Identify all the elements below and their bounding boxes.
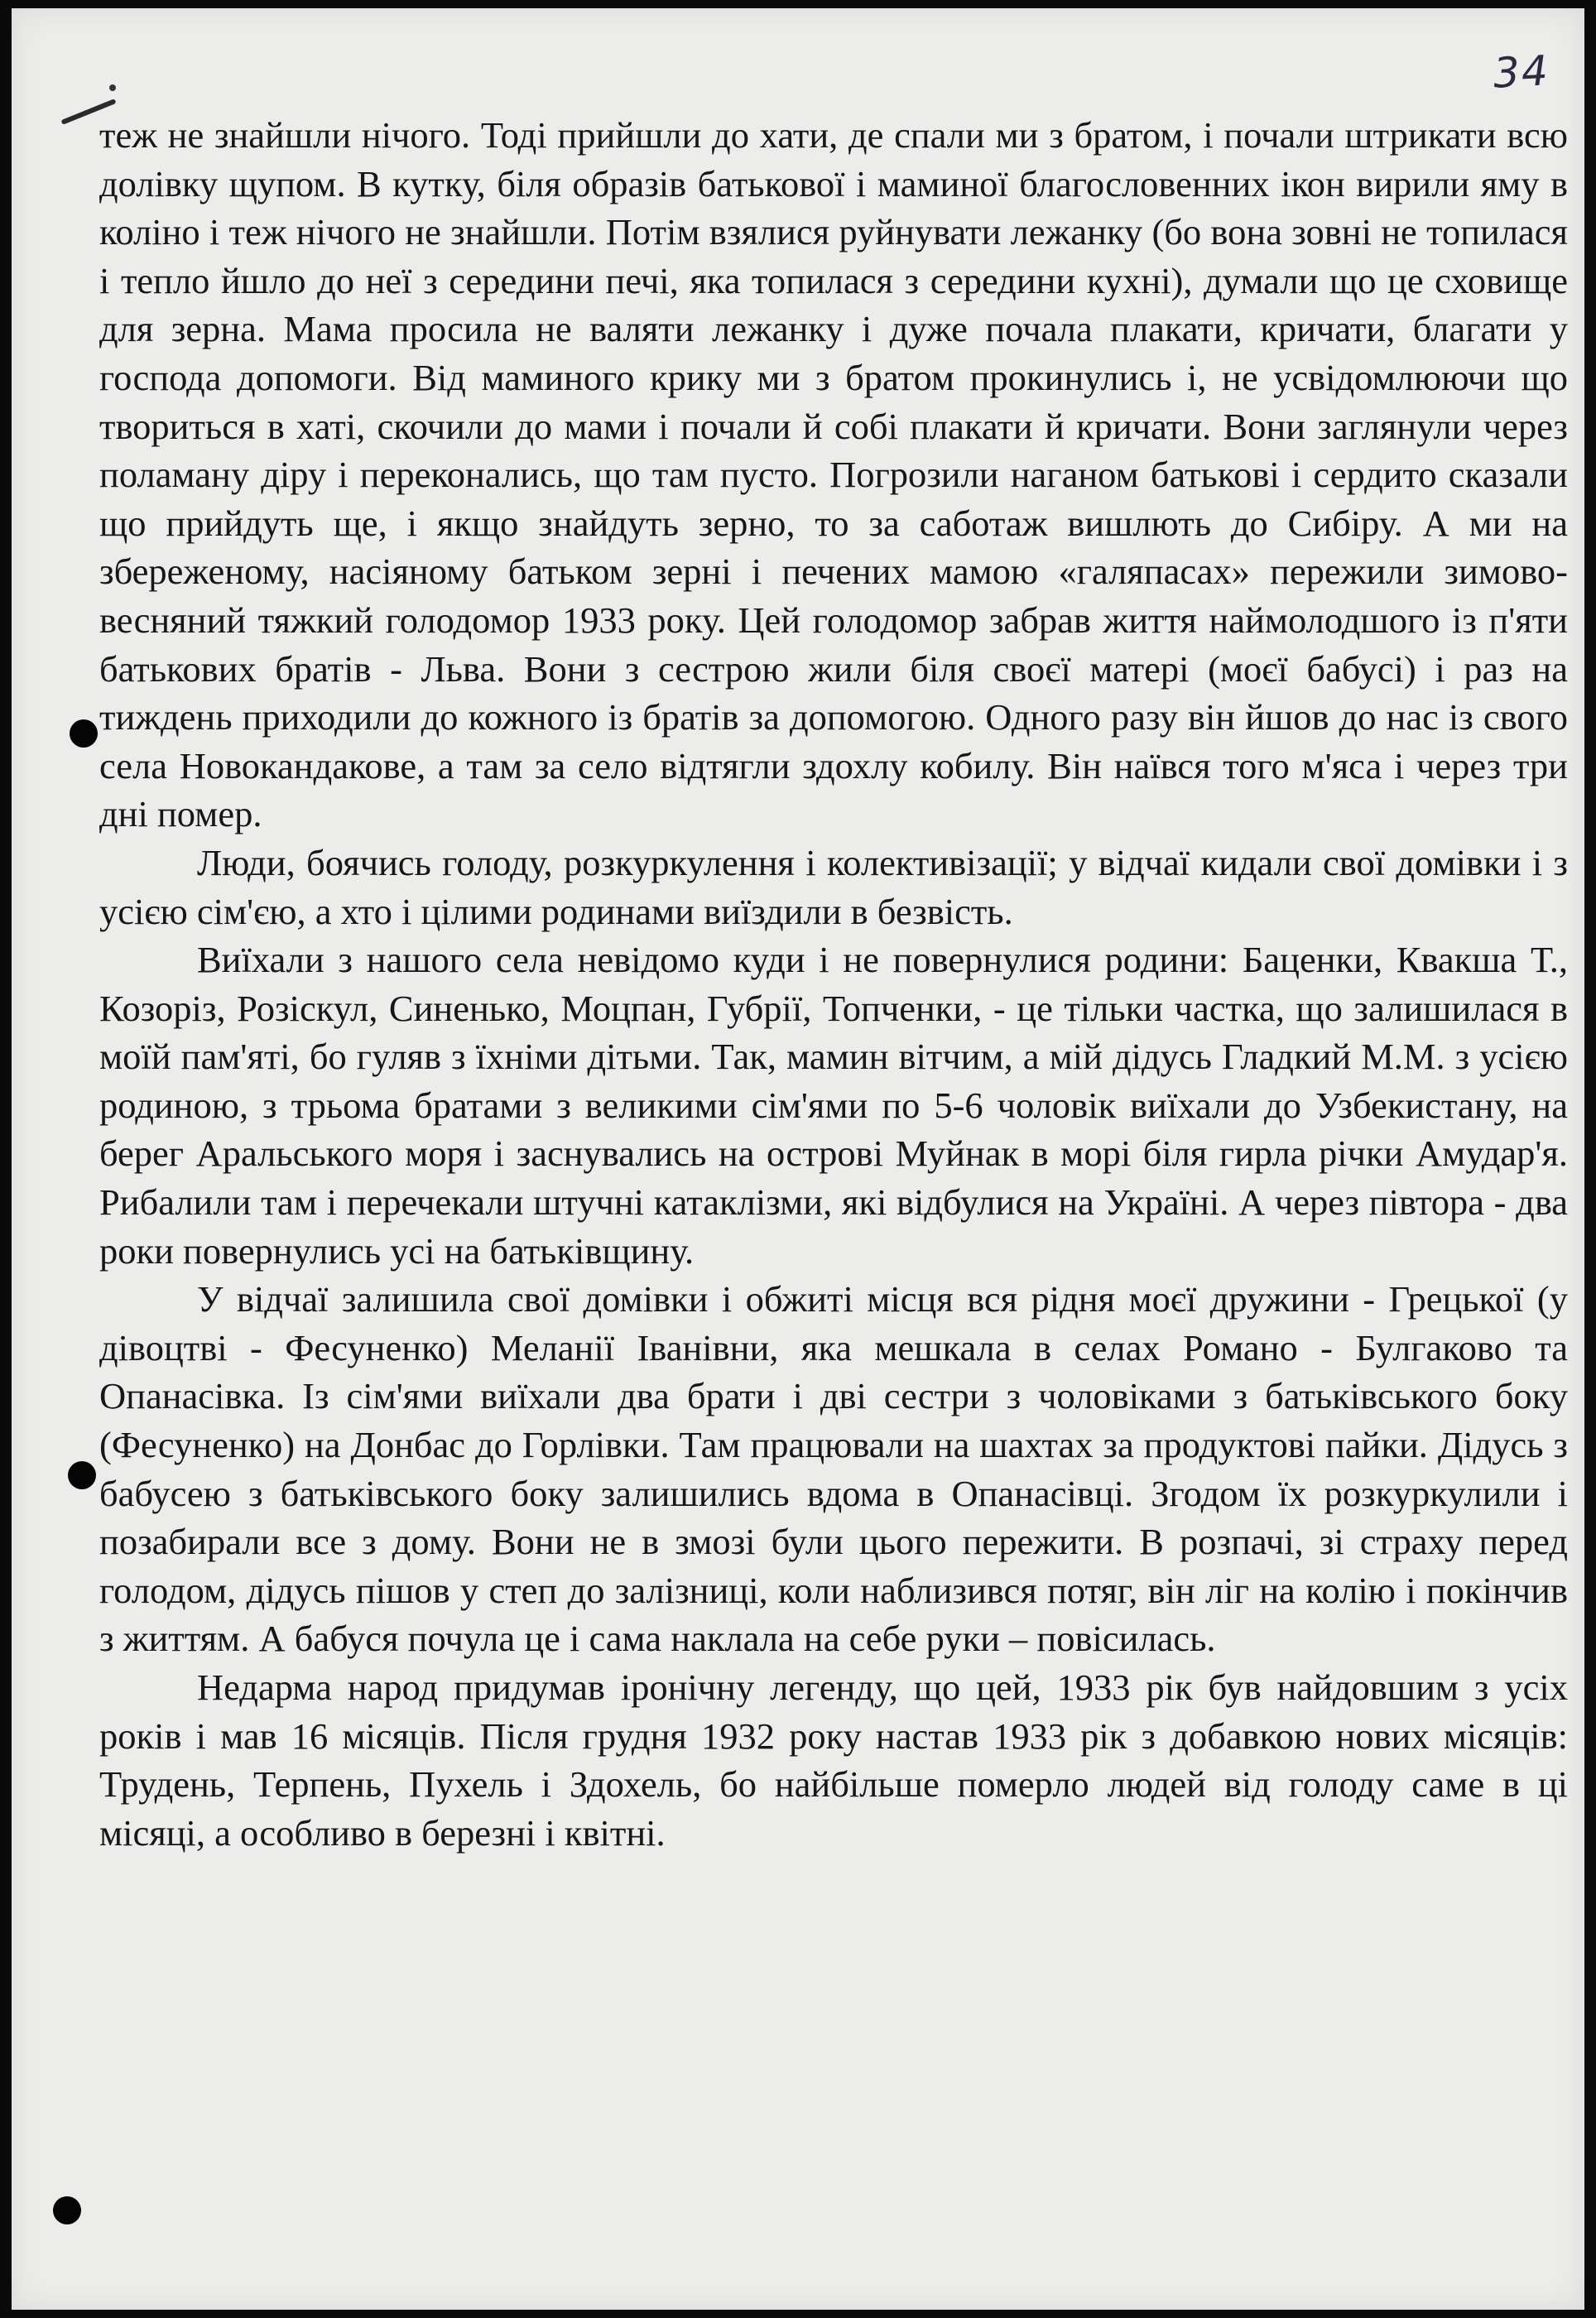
paragraph-4: У відчаї залишила свої домівки і обжиті місця вся рідня моєї дружини - Грецької (у дівоцтві - Фесуненко) Меланії Іванівни, яка мешкала в селах Романо - Булгаково та Опанасівка. Із сім'ями виїхали два брати і дві сестри з чоловіками з батьківського боку (Фесуненко) на Донбас до Горлівки. Там працювали на шахтах за продуктові пайки. Дідусь з бабусею з батьківського боку залишились вдома в Опанасівці. Згодом їх розкуркулили і позабирали все з дому. Вони не в змозі були цього пережити. В розпачі, зі страху перед голодом, дідусь пішов у степ до залізниці, коли наблизився потяг, він ліг на колію і покінчив з життям. А бабуся почула це і сама наклала на себе руки – повісилась.	[99, 1278, 1568, 1660]
punch-hole-bottom	[53, 2196, 81, 2224]
punch-hole-middle	[68, 1461, 96, 1489]
paragraph-1: теж не знайшли нічого. Тоді прийшли до хати, де спали ми з братом, і почали штрикати всю долівку щупом. В кутку, біля образів батькової і маминої благословенних ікон вирили яму в коліно і теж нічого не знайшли. Потім взялися руйнувати лежанку (бо вона зовні не топилася і тепло йшло до неї з середини печі, яка топилася з середини кухні), думали що це сховище для зерна. Мама просила не валяти лежанку і дуже почала плакати, кричати, благати у господа допомоги. Від маминого крику ми з братом прокинулись і, не усвідомлюючи що твориться в хаті, скочили до мами і почали й собі плакати й кричати. Вони заглянули через поламану діру і переконались, що там пусто. Погрозили наганом батькові і сердито сказали що прийдуть ще, і якщо знайдуть зерно, то за саботаж вишлють до Сибіру. А ми на збереженому, насіяному батьком зерні і печених мамою «галяпасах» пережили зимово-весняний тяжкий голодомор 1933 року. Цей голодомор забрав життя наймолодшого із п'яти батькових братів - Льва. Вони з сестрою жили біля своєї матері (моєї бабусі) і раз на тиждень приходили до кожного із братів за допомогою. Одного разу він йшов до нас із свого села Новокандакове, а там за село відтягли здохлу кобилу. Він наївся того м'яса і через три дні помер.	[99, 114, 1568, 835]
pencil-dot-mark	[109, 84, 116, 91]
document-page	[12, 8, 1584, 2310]
body-text	[99, 111, 1568, 1857]
paragraph-5: Недарма народ придумав іронічну легенду, що цей, 1933 рік був найдовшим з усіх років і мав 16 місяців. Після грудня 1932 року настав 1933 рік з добавкою нових місяців: Трудень, Терпень, Пухель і Здохель, бо найбільше померло людей від голоду саме в ці місяці, а особливо в березні і квітні.	[99, 1666, 1568, 1854]
page-number: 34	[1492, 46, 1551, 98]
paragraph-3: Виїхали з нашого села невідомо куди і не повернулися родини: Баценки, Квакша Т., Козоріз, Розіскул, Синенько, Моцпан, Губрії, Топченки, - це тільки частка, що залишилася в моїй пам'яті, бо гуляв з їхніми дітьми. Так, мамин вітчим, а мій дідусь Гладкий М.М. з усією родиною, з трьома братами з великими сім'ями по 5-6 чоловік виїхали до Узбекистану, на берег Аральського моря і заснувались на острові Муйнак в морі біля гирла річки Амудар'я. Рибалили там і перечекали штучні катаклізми, які відбулися на Україні. А через півтора - два роки повернулись усі на батьківщину.	[99, 939, 1568, 1272]
punch-hole-top	[70, 719, 98, 748]
paragraph-2: Люди, боячись голоду, розкуркулення і колективізації; у відчаї кидали свої домівки і з усією сім'єю, а хто і цілими родинами виїздили в безвість.	[99, 841, 1568, 932]
